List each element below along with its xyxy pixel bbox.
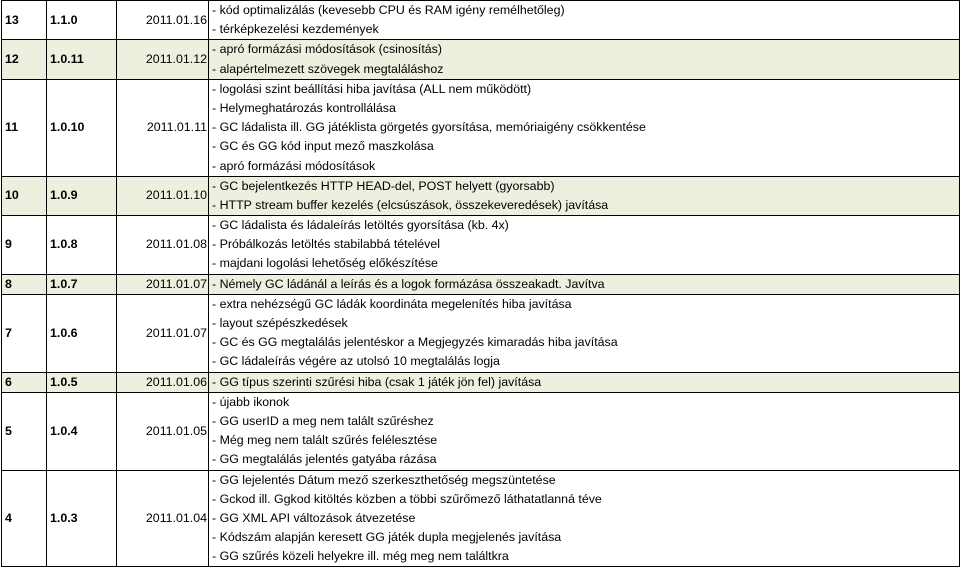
date-cell: 2011.01.04 (117, 470, 209, 567)
table-row (2, 1, 960, 40)
version-cell: 1.0.10 (47, 79, 117, 176)
release-number: 6 (2, 372, 47, 392)
change-line: - Gckod ill. Ggkod kitöltés közben a többi szűrőmező láthatatlanná téve (212, 491, 602, 506)
release-number: 8 (2, 274, 47, 294)
release-number: 13 (2, 1, 47, 40)
change-line: - GC bejelentkezés HTTP HEAD-del, POST helyett (gyorsabb) (212, 178, 555, 193)
version-cell: 1.0.3 (47, 470, 117, 567)
version-cell: 1.0.11 (47, 40, 117, 79)
change-line: - GC és GG megtalálás jelentéskor a Megjegyzés kimaradás hiba javítása (212, 335, 618, 350)
changes-cell (209, 176, 960, 215)
change-line: - apró formázási módosítások (212, 158, 376, 173)
date-cell: 2011.01.07 (117, 294, 209, 372)
date-cell: 2011.01.10 (117, 176, 209, 215)
change-line: - GC és GG kód input mező maszkolása (212, 139, 434, 154)
table-row (2, 294, 960, 372)
table-row (2, 274, 960, 294)
table-row (2, 176, 960, 215)
change-line: - térképkezelési kezdemények (212, 22, 379, 37)
change-line: - GG lejelentés Dátum mező szerkeszthetőség megszüntetése (212, 472, 556, 487)
change-line: - GC ládalista ill. GG játéklista görgetés gyorsítása, memóriaigény csökkentése (212, 120, 646, 135)
date-cell: 2011.01.11 (117, 79, 209, 176)
change-line: - GG userID a meg nem talált szűréshez (212, 413, 434, 428)
change-line: - GG szűrés közeli helyekre ill. még meg nem találtkra (212, 549, 509, 564)
change-line: - GG megtalálás jelentés gatyába rázása (212, 452, 437, 467)
version-cell: 1.0.5 (47, 372, 117, 392)
change-line: - layout szépészkedések (212, 316, 348, 331)
change-line: - GC ládaleírás végére az utolsó 10 megtalálás logja (212, 354, 500, 369)
release-number: 7 (2, 294, 47, 372)
release-number: 11 (2, 79, 47, 176)
version-cell: 1.0.9 (47, 176, 117, 215)
change-line: - apró formázási módosítások (csinosítás) (212, 42, 442, 57)
version-cell: 1.0.8 (47, 216, 117, 275)
change-line: - logolási szint beállítási hiba javítása (ALL nem működött) (212, 81, 532, 96)
change-line: - Némely GC ládánál a leírás és a logok formázása összeakadt. Javítva (212, 276, 605, 291)
change-line: - majdani logolási lehetőség előkészítése (212, 256, 438, 271)
change-line: - GC ládalista és ládaleírás letöltés gyorsítása (kb. 4x) (212, 218, 509, 233)
change-line: - újabb ikonok (212, 394, 290, 409)
date-cell: 2011.01.08 (117, 216, 209, 275)
release-number: 9 (2, 216, 47, 275)
release-number: 5 (2, 392, 47, 470)
date-cell: 2011.01.16 (117, 1, 209, 40)
version-cell: 1.0.6 (47, 294, 117, 372)
change-line: - Még meg nem talált szűrés felélesztése (212, 433, 438, 448)
change-line: - kód optimalizálás (kevesebb CPU és RAM igény remélhetőleg) (212, 3, 565, 17)
release-number: 12 (2, 40, 47, 79)
changes-cell (209, 274, 960, 294)
table-row (2, 216, 960, 275)
change-line: - GG XML API változások átvezetése (212, 510, 416, 525)
change-line: - Helymeghatározás kontrollálása (212, 100, 396, 115)
changes-cell (209, 79, 960, 176)
changes-cell (209, 470, 960, 567)
changes-cell (209, 216, 960, 275)
release-number: 4 (2, 470, 47, 567)
version-cell: 1.1.0 (47, 1, 117, 40)
change-line: - Kódszám alapján keresett GG játék dupla megjelenés javítása (212, 530, 562, 545)
change-line: - GG típus szerinti szűrési hiba (csak 1 játék jön fel) javítása (212, 374, 542, 389)
table-row (2, 40, 960, 79)
date-cell: 2011.01.05 (117, 392, 209, 470)
changes-cell (209, 392, 960, 470)
date-cell: 2011.01.06 (117, 372, 209, 392)
change-line: - alapértelmezett szövegek megtaláláshoz (212, 61, 444, 76)
change-line: - Próbálkozás letöltés stabilabbá tételével (212, 237, 440, 252)
release-number: 10 (2, 176, 47, 215)
table-row (2, 470, 960, 567)
table-row (2, 79, 960, 176)
table-row (2, 392, 960, 470)
changes-cell (209, 294, 960, 372)
version-cell: 1.0.7 (47, 274, 117, 294)
date-cell: 2011.01.07 (117, 274, 209, 294)
version-cell: 1.0.4 (47, 392, 117, 470)
changes-cell (209, 372, 960, 392)
date-cell: 2011.01.12 (117, 40, 209, 79)
change-line: - extra nehézségű GC ládák koordináta megelenítés hiba javítása (212, 296, 572, 311)
change-line: - HTTP stream buffer kezelés (elcsúszások, összekeveredések) javítása (212, 197, 609, 212)
table-row (2, 372, 960, 392)
changes-cell (209, 1, 960, 40)
changelog-body (2, 1, 960, 567)
changelog-table (1, 0, 960, 567)
changes-cell (209, 40, 960, 79)
